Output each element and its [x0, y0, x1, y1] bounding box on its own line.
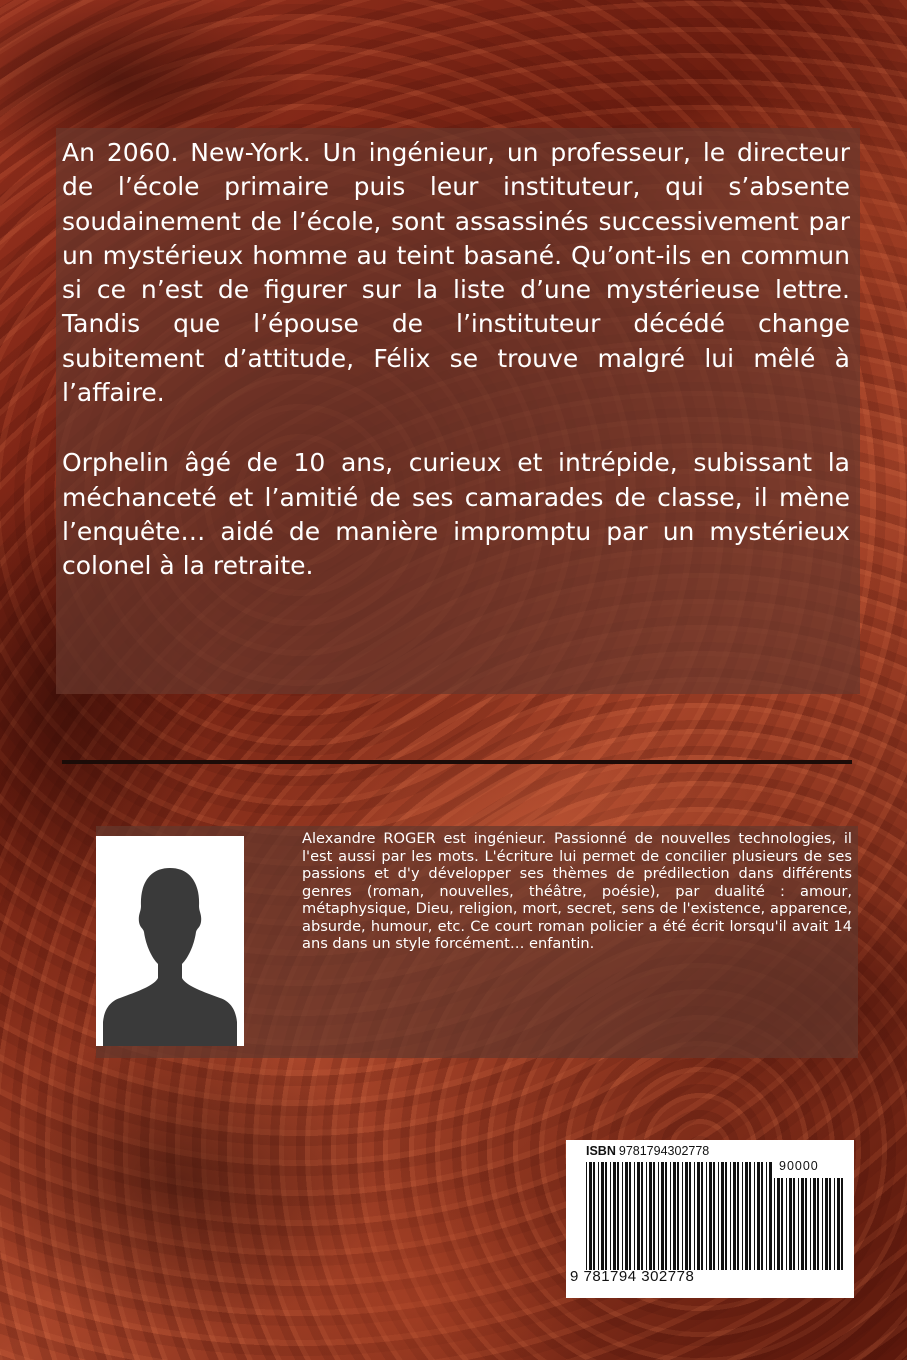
back-cover-blurb: [62, 136, 850, 620]
blurb-paragraph-1: An 2060. New-York. Un ingénieur, un professeur, le directeur de l’école primaire puis leur instituteur, qui s’absente soudainement de l’école, sont assassinés successivement par un mystérieux homme au teint basané. Qu’ont-ils en commun si ce n’est de figurer sur la liste d’une mystérieuse lettre. Tandis que l’épouse de l’instituteur décédé change subitement d’attitude, Félix se trouve malgré lui mêlé à l’affaire.: [62, 138, 850, 408]
price-code: 90000: [779, 1159, 819, 1173]
isbn-barcode: [566, 1140, 854, 1298]
author-bio: Alexandre ROGER est ingénieur. Passionné de nouvelles technologies, il l'est aussi par les mots. L'écriture lui permet de concilier plusieurs de ses passions et d'y développer ses thèmes de prédilection dans différents genres (roman, nouvelles, théâtre, poésie), par dualité : amour, métaphysique, Dieu, religion, mort, secret, sens de l'existence, apparence, absurde, humour, etc. Ce court roman policier a été écrit lorsqu'il avait 14 ans dans un style forcément… enfantin.: [302, 830, 852, 952]
section-divider: [62, 760, 852, 764]
blurb-paragraph-2: Orphelin âgé de 10 ans, curieux et intrépide, subissant la méchanceté et l’amitié de ses camarades de classe, il mène l’enquête… aidé de manière impromptu par un mystérieux colonel à la retraite.: [62, 448, 850, 581]
isbn-prefix: ISBN: [586, 1144, 616, 1158]
person-silhouette-icon: [96, 836, 244, 1046]
barcode-human-readable: 9 781794 302778: [570, 1268, 695, 1285]
isbn-number: 9781794302778: [618, 1144, 710, 1158]
author-photo: [96, 836, 244, 1046]
